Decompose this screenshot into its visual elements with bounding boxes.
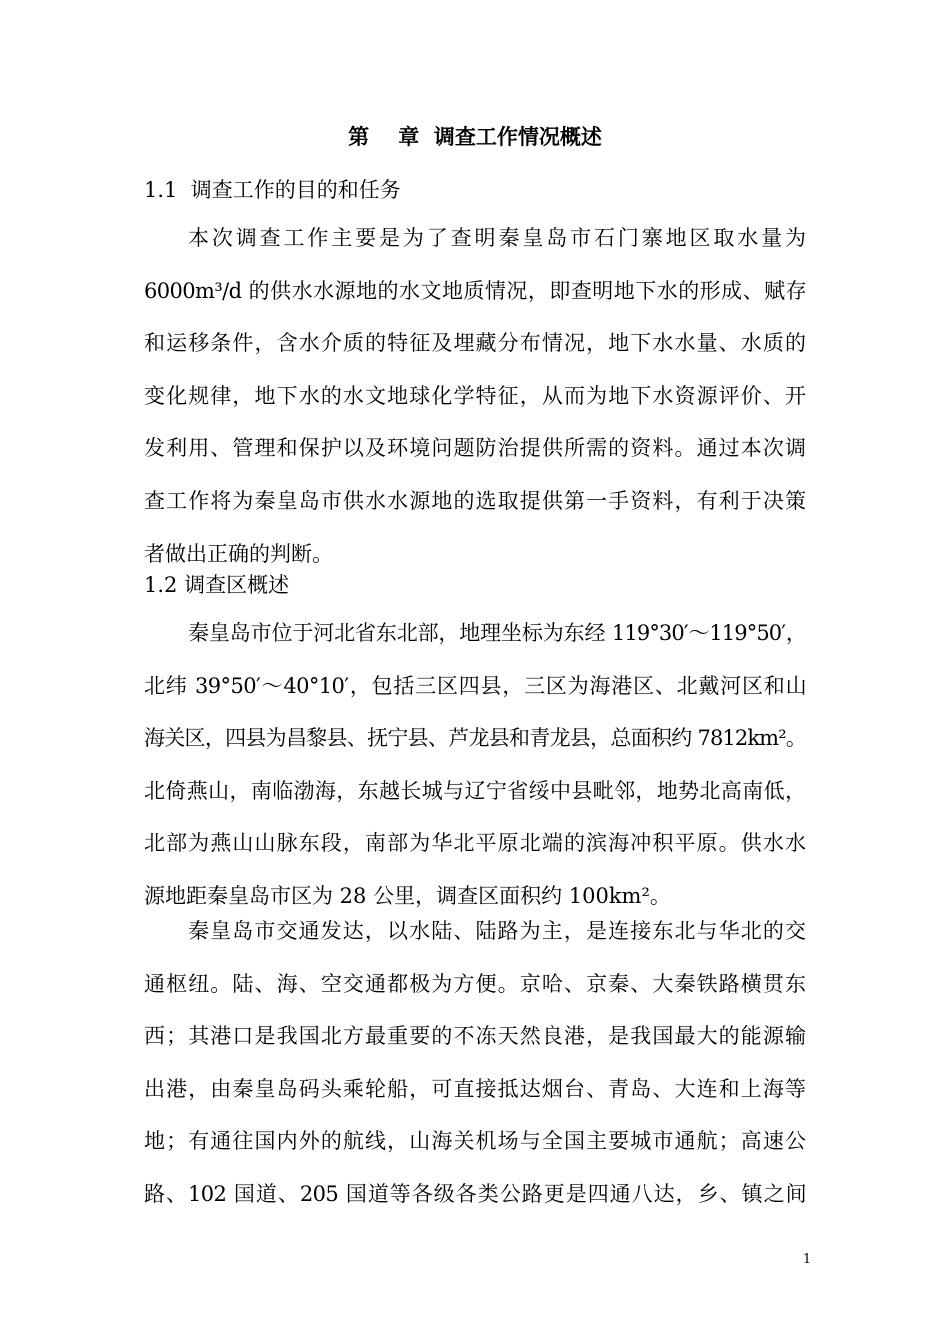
paragraph-region-overview xyxy=(144,615,806,931)
text-line: 发利用、管理和保护以及环境问题防治提供所需的资料。通过本次调 xyxy=(144,436,806,461)
paragraph-transportation xyxy=(144,913,806,1229)
text-line: 秦皇岛市位于河北省东北部，地理坐标为东经 119°30′～119°50′， xyxy=(188,621,806,645)
text-line: 6000m³/d 的供水水源地的水文地质情况，即查明地下水的形成、赋存 xyxy=(144,278,806,303)
text-line: 路、102 国道、205 国道等各级各类公路更是四通八达，乡、镇之间 xyxy=(144,1181,806,1206)
text-line: 变化规律，地下水的水文地球化学特征，从而为地下水资源评价、开 xyxy=(144,383,806,408)
text-line: 出港，由秦皇岛码头乘轮船，可直接抵达烟台、青岛、大连和上海等 xyxy=(144,1076,806,1101)
text-line: 西；其港口是我国北方最重要的不冻天然良港，是我国最大的能源输 xyxy=(144,1024,806,1049)
section-heading-1-2: 1.2 调查区概述 xyxy=(144,573,290,597)
page-number: 1 xyxy=(802,1252,812,1267)
text-line: 源地距秦皇岛市区为 28 公里，调查区面积约 100km²。 xyxy=(144,883,671,908)
text-line: 北纬 39°50′～40°10′，包括三区四县，三区为海港区、北戴河区和山 xyxy=(144,673,806,698)
text-line: 和运移条件，含水介质的特征及埋藏分布情况，地下水水量、水质的 xyxy=(144,331,806,356)
text-line: 北倚燕山，南临渤海，东越长城与辽宁省绥中县毗邻，地势北高南低， xyxy=(144,778,806,803)
section-heading-1-1: 1.1 调查工作的目的和任务 xyxy=(144,178,401,202)
text-line: 者做出正确的判断。 xyxy=(144,541,333,566)
text-line: 秦皇岛市交通发达，以水陆、陆路为主，是连接东北与华北的交 xyxy=(188,919,806,943)
text-line: 北部为燕山山脉东段，南部为华北平原北端的滨海冲积平原。供水水 xyxy=(144,831,806,856)
text-line: 查工作将为秦皇岛市供水水源地的选取提供第一手资料，有利于决策 xyxy=(144,488,806,513)
text-line: 海关区，四县为昌黎县、抚宁县、芦龙县和青龙县，总面积约 7812km²。 xyxy=(144,726,806,751)
text-line: 地；有通往国内外的航线，山海关机场与全国主要城市通航；高速公 xyxy=(144,1129,806,1154)
paragraph-survey-purpose xyxy=(144,220,806,588)
text-line: 本次调查工作主要是为了查明秦皇岛市石门寨地区取水量为 xyxy=(188,226,806,250)
chapter-title: 第 章 调查工作情况概述 xyxy=(348,124,602,149)
text-line: 通枢纽。陆、海、空交通都极为方便。京哈、京秦、大秦铁路横贯东 xyxy=(144,971,806,996)
